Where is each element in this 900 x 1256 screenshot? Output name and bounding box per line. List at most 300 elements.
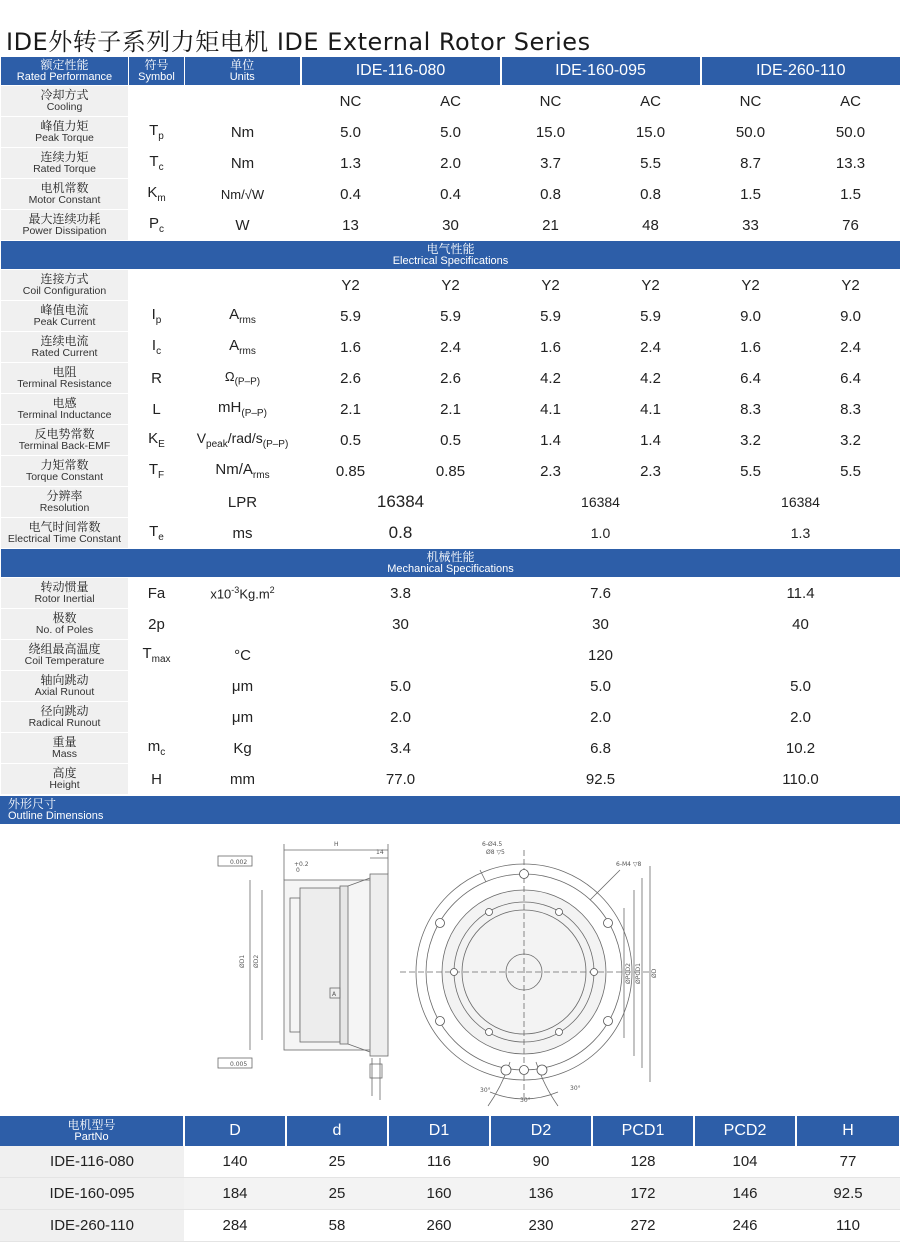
unit: mH xyxy=(218,399,242,416)
part-value: 184 xyxy=(184,1178,286,1210)
spec-value: 11.4 xyxy=(701,578,900,609)
param-en: No. of Poles xyxy=(35,624,94,636)
unit: V xyxy=(196,430,207,447)
param-label xyxy=(1,609,129,640)
header-cn: 符号 xyxy=(144,58,169,72)
section-header xyxy=(1,549,900,578)
spec-value: 5.9 xyxy=(601,301,701,332)
header-en: Symbol xyxy=(138,71,175,83)
spec-value: 5.5 xyxy=(701,456,801,487)
parts-column-header: d xyxy=(286,1116,388,1146)
spec-value: 9.0 xyxy=(701,301,801,332)
symbol: T xyxy=(149,153,159,170)
symbol-cell xyxy=(129,210,185,241)
part-value: 110 xyxy=(796,1210,900,1242)
part-value: 140 xyxy=(184,1146,286,1178)
symbol-cell xyxy=(129,733,185,764)
symbol-sub: c xyxy=(156,346,162,357)
spec-value: 120 xyxy=(301,640,900,671)
spec-value: 2.0 xyxy=(501,702,701,733)
unit-cell xyxy=(185,671,301,702)
parts-header-en: PartNo xyxy=(74,1131,109,1143)
unit-tail: /rad/s xyxy=(227,430,263,447)
spec-row xyxy=(1,301,900,332)
symbol: L xyxy=(152,400,161,418)
param-label xyxy=(1,270,129,301)
symbol-cell xyxy=(129,301,185,332)
symbol: I xyxy=(151,337,157,354)
unit: Nm/√W xyxy=(220,186,265,202)
spec-header-row xyxy=(1,57,900,86)
spec-value: 2.0 xyxy=(401,148,501,179)
param-label xyxy=(1,640,129,671)
spec-value: 8.7 xyxy=(701,148,801,179)
spec-value: 2.4 xyxy=(601,332,701,363)
param-cn: 绕组最高温度 xyxy=(28,642,101,656)
param-label xyxy=(1,394,129,425)
unit: A xyxy=(229,306,240,323)
symbol-sub: m xyxy=(157,193,166,204)
spec-value: 2.6 xyxy=(301,363,401,394)
parts-table xyxy=(0,1116,900,1242)
unit: Nm xyxy=(230,123,255,141)
param-label xyxy=(1,702,129,733)
spec-value: 16384 xyxy=(701,487,900,518)
spec-value: 8.3 xyxy=(801,394,900,425)
symbol: 2p xyxy=(148,615,165,633)
param-label xyxy=(1,487,129,518)
parts-column-header: PCD1 xyxy=(592,1116,694,1146)
unit: mm xyxy=(230,770,255,788)
spec-value: 1.4 xyxy=(601,425,701,456)
param-label xyxy=(1,117,129,148)
spec-value: 2.1 xyxy=(401,394,501,425)
dim-tol: +0.2 xyxy=(294,861,309,868)
spec-value: 1.6 xyxy=(301,332,401,363)
spec-value: 1.3 xyxy=(301,148,401,179)
symbol-cell xyxy=(129,179,185,210)
section-cn: 电气性能 xyxy=(426,242,475,256)
spec-row xyxy=(1,363,900,394)
symbol: R xyxy=(151,369,162,387)
param-label xyxy=(1,733,129,764)
unit-cell xyxy=(185,332,301,363)
angle-2: 30° xyxy=(570,1085,581,1092)
unit-cell xyxy=(185,456,301,487)
outline-drawing xyxy=(190,830,710,1110)
spec-value: 3.2 xyxy=(801,425,900,456)
spec-value: 16384 xyxy=(501,487,701,518)
symbol: m xyxy=(147,738,161,755)
spec-value: 30 xyxy=(501,609,701,640)
spec-row xyxy=(1,425,900,456)
symbol-cell xyxy=(129,332,185,363)
spec-value: 40 xyxy=(701,609,900,640)
unit: Nm/A xyxy=(215,461,253,478)
unit: °C xyxy=(234,646,251,664)
spec-value: 1.6 xyxy=(701,332,801,363)
param-en: Power Dissipation xyxy=(22,225,107,237)
param-cn: 径向跳动 xyxy=(40,704,89,718)
spec-value: 33 xyxy=(701,210,801,241)
spec-value: 77.0 xyxy=(301,764,501,795)
symbol-cell xyxy=(129,518,185,549)
unit: Kg xyxy=(233,739,252,757)
param-cn: 分辨率 xyxy=(46,489,83,503)
spec-value: 2.0 xyxy=(301,702,501,733)
param-en: Torque Constant xyxy=(25,471,104,483)
unit-cell xyxy=(185,609,301,640)
dim-d1-side: ØD1 xyxy=(239,954,246,968)
angle-1: 30° xyxy=(520,1097,531,1104)
part-value: 160 xyxy=(388,1178,490,1210)
spec-value: 15.0 xyxy=(601,117,701,148)
symbol: I xyxy=(151,306,156,323)
unit-cell xyxy=(185,148,301,179)
section-en: Electrical Specifications xyxy=(392,255,509,267)
unit-cell xyxy=(185,578,301,609)
part-value: 146 xyxy=(694,1178,796,1210)
symbol-cell xyxy=(129,702,185,733)
spec-value: 4.1 xyxy=(601,394,701,425)
param-label xyxy=(1,363,129,394)
spec-value: 4.1 xyxy=(501,394,601,425)
param-cn: 最大连续功耗 xyxy=(28,212,101,226)
header-cell xyxy=(185,57,301,86)
symbol-cell xyxy=(129,578,185,609)
symbol: T xyxy=(142,645,152,662)
spec-row xyxy=(1,456,900,487)
spec-value: AC xyxy=(801,86,900,117)
unit-cell xyxy=(185,487,301,518)
part-value: 104 xyxy=(694,1146,796,1178)
spec-row xyxy=(1,764,900,795)
symbol-cell xyxy=(129,456,185,487)
symbol-cell xyxy=(129,609,185,640)
symbol-sub: p xyxy=(155,315,162,326)
spec-value: 30 xyxy=(301,609,501,640)
unit: ms xyxy=(232,524,253,542)
spec-value: 6.4 xyxy=(801,363,900,394)
param-label xyxy=(1,425,129,456)
symbol-cell xyxy=(129,425,185,456)
spec-value: 7.6 xyxy=(501,578,701,609)
param-cn: 转动惯量 xyxy=(40,580,89,594)
spec-value: 0.4 xyxy=(301,179,401,210)
parts-row xyxy=(0,1146,900,1178)
model-header: IDE-160-095 xyxy=(501,57,701,86)
unit: μm xyxy=(231,677,254,695)
spec-value: 92.5 xyxy=(501,764,701,795)
spec-value: 0.8 xyxy=(601,179,701,210)
param-cn: 极数 xyxy=(52,611,77,625)
unit-cell xyxy=(185,210,301,241)
param-cn: 高度 xyxy=(52,766,77,780)
unit-cell xyxy=(185,363,301,394)
holes-note-1b: Ø8 ▽5 xyxy=(486,849,505,856)
part-value: 272 xyxy=(592,1210,694,1242)
outline-en: Outline Dimensions xyxy=(8,810,104,822)
header-cell xyxy=(1,57,129,86)
spec-value: 8.3 xyxy=(701,394,801,425)
unit-sub: (P–P) xyxy=(234,376,261,388)
unit-cell xyxy=(185,270,301,301)
param-en: Coil Temperature xyxy=(24,655,105,667)
param-en: Radical Runout xyxy=(28,717,101,729)
param-en: Coil Configuration xyxy=(22,285,107,297)
spec-value: Y2 xyxy=(701,270,801,301)
parts-column-header: H xyxy=(796,1116,900,1146)
part-value: 284 xyxy=(184,1210,286,1242)
unit: LPR xyxy=(227,493,258,511)
parts-header-first xyxy=(0,1116,184,1146)
spec-value: 5.9 xyxy=(401,301,501,332)
spec-value: Y2 xyxy=(801,270,900,301)
spec-row xyxy=(1,117,900,148)
spec-value: AC xyxy=(401,86,501,117)
spec-value: 5.0 xyxy=(301,671,501,702)
section-en: Mechanical Specifications xyxy=(387,563,514,575)
angle-3: 30° xyxy=(480,1087,491,1094)
param-cn: 冷却方式 xyxy=(40,88,89,102)
symbol: K xyxy=(148,430,159,447)
part-name: IDE-116-080 xyxy=(0,1146,184,1178)
symbol-sub: max xyxy=(151,654,171,665)
spec-value: 5.5 xyxy=(801,456,900,487)
page-title: IDE外转子系列力矩电机 IDE External Rotor Series xyxy=(6,28,591,56)
spec-value: 0.8 xyxy=(301,518,501,549)
param-cn: 电阻 xyxy=(52,365,77,379)
spec-value: 5.5 xyxy=(601,148,701,179)
spec-value: 3.7 xyxy=(501,148,601,179)
spec-value: 0.5 xyxy=(401,425,501,456)
spec-row xyxy=(1,179,900,210)
spec-table xyxy=(0,56,900,795)
param-cn: 重量 xyxy=(52,735,77,749)
dim-14: 14 xyxy=(376,849,384,856)
spec-value: 6.8 xyxy=(501,733,701,764)
spec-value: 0.85 xyxy=(301,456,401,487)
part-value: 128 xyxy=(592,1146,694,1178)
unit-cell xyxy=(185,301,301,332)
unit-sub: rms xyxy=(239,315,256,326)
param-label xyxy=(1,148,129,179)
part-value: 25 xyxy=(286,1146,388,1178)
symbol-cell xyxy=(129,363,185,394)
unit-sub: (P–P) xyxy=(241,408,267,419)
symbol: Fa xyxy=(147,584,166,602)
part-value: 260 xyxy=(388,1210,490,1242)
spec-value: 2.4 xyxy=(401,332,501,363)
spec-value: 5.0 xyxy=(501,671,701,702)
param-cn: 反电势常数 xyxy=(34,427,95,441)
param-en: Rated Current xyxy=(31,347,98,359)
symbol: K xyxy=(147,184,158,201)
parts-header-cn: 电机型号 xyxy=(67,1118,116,1132)
spec-value: 2.4 xyxy=(801,332,900,363)
spec-row xyxy=(1,609,900,640)
part-name: IDE-160-095 xyxy=(0,1178,184,1210)
parts-column-header: D1 xyxy=(388,1116,490,1146)
spec-row xyxy=(1,332,900,363)
spec-value: 3.2 xyxy=(701,425,801,456)
unit: W xyxy=(235,216,250,234)
spec-value: 1.4 xyxy=(501,425,601,456)
dim-tol0: 0 xyxy=(296,867,300,874)
param-label xyxy=(1,179,129,210)
spec-value: NC xyxy=(501,86,601,117)
dim-pcd1: ØPCD1 xyxy=(635,963,642,984)
spec-value: 50.0 xyxy=(701,117,801,148)
spec-row xyxy=(1,270,900,301)
holes-note-1: 6-Ø4.5 xyxy=(482,841,503,848)
param-label xyxy=(1,301,129,332)
parts-column-header: D2 xyxy=(490,1116,592,1146)
param-label xyxy=(1,671,129,702)
spec-row xyxy=(1,394,900,425)
header-cn: 单位 xyxy=(230,58,255,72)
section-title xyxy=(1,549,900,578)
symbol: H xyxy=(151,770,162,788)
part-value: 58 xyxy=(286,1210,388,1242)
parts-column-header: D xyxy=(184,1116,286,1146)
symbol-sub: e xyxy=(158,532,164,543)
spec-value: 0.85 xyxy=(401,456,501,487)
part-value: 25 xyxy=(286,1178,388,1210)
param-cn: 连接方式 xyxy=(40,272,89,286)
part-value: 116 xyxy=(388,1146,490,1178)
param-en: Motor Constant xyxy=(28,194,101,206)
param-cn: 连续电流 xyxy=(40,334,89,348)
spec-value: 1.5 xyxy=(801,179,900,210)
spec-value: NC xyxy=(301,86,401,117)
flatness-1: 0.002 xyxy=(230,859,248,866)
spec-value: 13.3 xyxy=(801,148,900,179)
spec-row xyxy=(1,671,900,702)
dim-pcd2: ØPCD2 xyxy=(625,963,632,984)
param-cn: 电气时间常数 xyxy=(28,520,101,534)
unit-cell xyxy=(185,640,301,671)
spec-value: 16384 xyxy=(301,487,501,518)
unit-cell xyxy=(185,86,301,117)
param-en: Rated Torque xyxy=(33,163,96,175)
param-en: Terminal Back-EMF xyxy=(18,440,111,452)
spec-value: 110.0 xyxy=(701,764,900,795)
param-label xyxy=(1,332,129,363)
dim-h: H xyxy=(334,841,339,848)
part-value: 92.5 xyxy=(796,1178,900,1210)
spec-value: 0.4 xyxy=(401,179,501,210)
spec-value: 4.2 xyxy=(501,363,601,394)
unit-cell xyxy=(185,179,301,210)
param-label xyxy=(1,578,129,609)
spec-value: 4.2 xyxy=(601,363,701,394)
unit: Nm xyxy=(230,154,255,172)
spec-value: Y2 xyxy=(501,270,601,301)
spec-value: 5.0 xyxy=(701,671,900,702)
unit-sup: -3 xyxy=(231,584,240,595)
section-cn: 机械性能 xyxy=(426,550,475,564)
param-label xyxy=(1,764,129,795)
param-en: Resolution xyxy=(39,502,90,514)
spec-value: 76 xyxy=(801,210,900,241)
section-title xyxy=(1,241,900,270)
param-en: Peak Torque xyxy=(35,132,94,144)
spec-value: 15.0 xyxy=(501,117,601,148)
symbol-cell xyxy=(129,764,185,795)
spec-value: 5.0 xyxy=(401,117,501,148)
spec-value: 6.4 xyxy=(701,363,801,394)
unit: A xyxy=(229,337,240,354)
spec-value: 30 xyxy=(401,210,501,241)
param-label xyxy=(1,456,129,487)
spec-value: 2.3 xyxy=(601,456,701,487)
parts-row xyxy=(0,1210,900,1242)
unit-cell xyxy=(185,518,301,549)
spec-row xyxy=(1,578,900,609)
param-cn: 力矩常数 xyxy=(40,458,89,472)
unit-tail-sub: (P–P) xyxy=(262,438,289,450)
spec-value: 21 xyxy=(501,210,601,241)
unit-cell xyxy=(185,394,301,425)
param-label xyxy=(1,86,129,117)
param-en: Axial Runout xyxy=(34,686,95,698)
spec-value: 3.8 xyxy=(301,578,501,609)
symbol: T xyxy=(149,122,159,139)
symbol-cell xyxy=(129,148,185,179)
spec-value: Y2 xyxy=(401,270,501,301)
outline-cn: 外形尺寸 xyxy=(8,797,57,811)
param-cn: 电机常数 xyxy=(40,181,89,195)
part-value: 90 xyxy=(490,1146,592,1178)
symbol-cell xyxy=(129,117,185,148)
spec-value: AC xyxy=(601,86,701,117)
symbol: P xyxy=(148,215,159,232)
symbol-sub: c xyxy=(160,747,166,758)
param-cn: 峰值电流 xyxy=(40,303,89,317)
part-value: 136 xyxy=(490,1178,592,1210)
unit-tail-sup: 2 xyxy=(269,584,275,595)
header-en: Units xyxy=(229,71,255,83)
param-cn: 电感 xyxy=(52,396,77,410)
parts-column-header: PCD2 xyxy=(694,1116,796,1146)
spec-value: 2.0 xyxy=(701,702,900,733)
model-header: IDE-260-110 xyxy=(701,57,900,86)
unit: x10 xyxy=(210,586,232,602)
spec-row xyxy=(1,210,900,241)
symbol-sub: c xyxy=(159,224,164,235)
spec-value: 0.8 xyxy=(501,179,601,210)
spec-value: 0.5 xyxy=(301,425,401,456)
holes-note-2: 6-M4 ▽8 xyxy=(616,861,642,868)
part-name: IDE-260-110 xyxy=(0,1210,184,1242)
spec-value: 3.4 xyxy=(301,733,501,764)
spec-value: 48 xyxy=(601,210,701,241)
param-en: Peak Current xyxy=(33,316,96,328)
spec-value: NC xyxy=(701,86,801,117)
spec-value: Y2 xyxy=(301,270,401,301)
section-header xyxy=(1,241,900,270)
spec-value: 1.0 xyxy=(501,518,701,549)
param-label xyxy=(1,518,129,549)
part-value: 77 xyxy=(796,1146,900,1178)
spec-row xyxy=(1,86,900,117)
symbol-sub: c xyxy=(158,162,164,173)
part-value: 172 xyxy=(592,1178,694,1210)
unit-sub: peak xyxy=(206,438,228,450)
spec-row xyxy=(1,518,900,549)
unit: Ω xyxy=(224,368,235,384)
